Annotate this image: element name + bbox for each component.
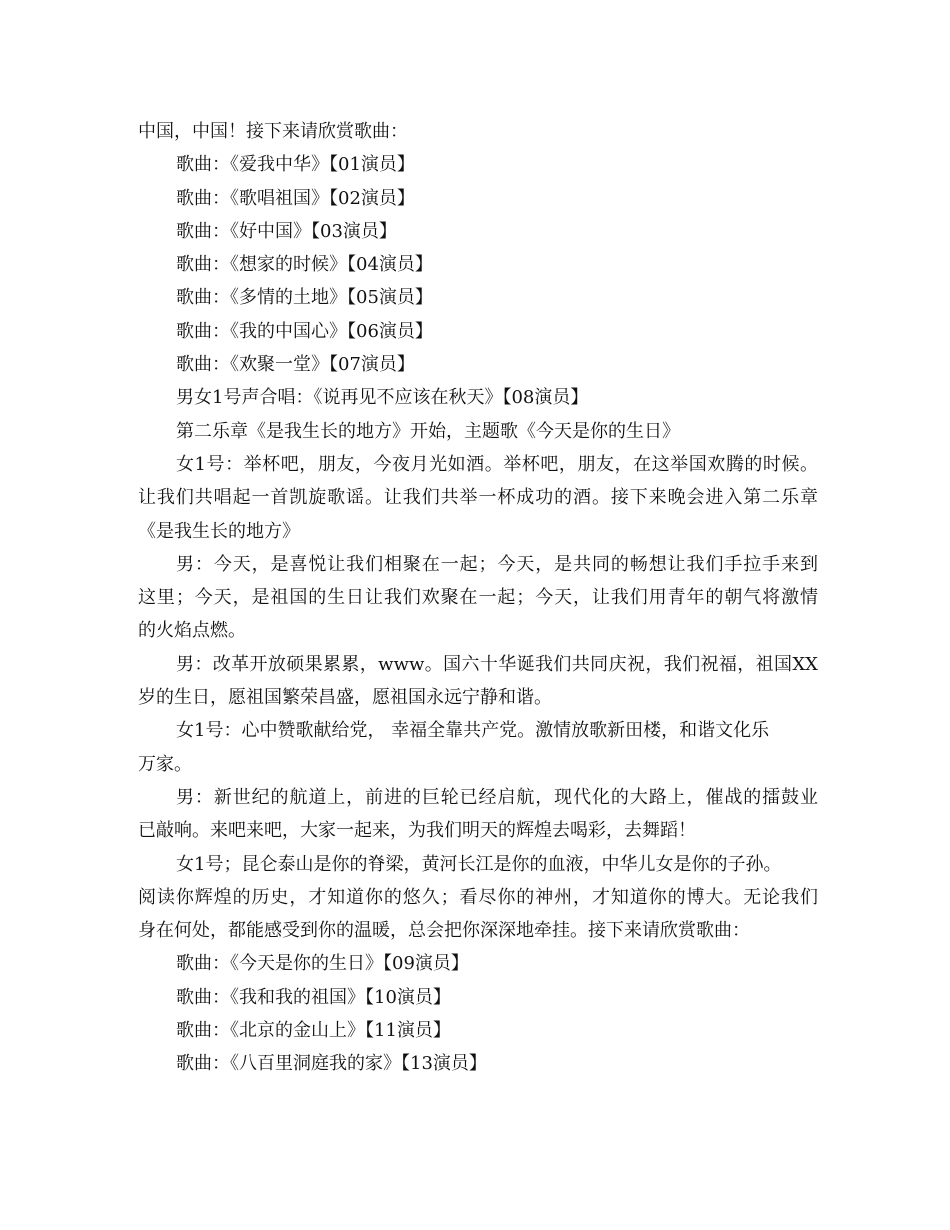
paragraph-line: 《是我生长的地方》 [138, 520, 300, 542]
paragraph-line: 阅读你辉煌的历史，才知道你的悠久；看尽你的神州，才知道你的博大。无论我们 [138, 886, 818, 908]
paragraph-line: 男：新世纪的航道上，前进的巨轮已经启航，现代化的大路上，催战的擂鼓业 [176, 786, 818, 808]
paragraph-line: 让我们共唱起一首凯旋歌谣。让我们共举一杯成功的酒。接下来晚会进入第二乐章 [138, 487, 818, 509]
document-body [138, 115, 818, 1081]
song-item: 歌曲：《北京的金山上》【11演员】 [176, 1020, 451, 1042]
song-item: 歌曲：《好中国》【03演员】 [176, 220, 397, 242]
song-item: 歌曲：《今天是你的生日》【09演员】 [176, 953, 469, 975]
paragraph-line: 这里；今天，是祖国的生日让我们欢聚在一起；今天，让我们用青年的朝气将激情 [138, 587, 818, 609]
song-item: 歌曲：《欢聚一堂》【07演员】 [176, 354, 415, 376]
text-line: 中国，中国！接下来请欣赏歌曲： [138, 121, 408, 142]
paragraph-line: 男：改革开放硕果累累，www。国六十华诞我们共同庆祝，我们祝福，祖国XX [176, 653, 818, 675]
song-item: 歌曲：《我和我的祖国》【10演员】 [176, 986, 451, 1008]
paragraph-line: 已敲响。来吧来吧，大家一起来，为我们明天的辉煌去喝彩，去舞蹈！ [138, 820, 696, 842]
paragraph-line: 女1号：举杯吧，朋友，今夜月光如酒。举杯吧，朋友，在这举国欢腾的时候。 [176, 453, 818, 475]
song-item: 歌曲：《我的中国心》【06演员】 [176, 320, 433, 342]
section-heading: 第二乐章《是我生长的地方》开始，主题歌《今天是你的生日》 [176, 420, 680, 442]
song-item: 歌曲：《多情的土地》【05演员】 [176, 287, 433, 309]
paragraph-line: 身在何处，都能感受到你的温暖，总会把你深深地牵挂。接下来请欣赏歌曲： [138, 920, 750, 942]
paragraph-line: 的火焰点燃。 [138, 620, 246, 642]
paragraph-line: 女1号；昆仑泰山是你的脊梁，黄河长江是你的血液，中华儿女是你的子孙。 [176, 853, 782, 875]
paragraph-line: 岁的生日，愿祖国繁荣昌盛，愿祖国永远宁静和谐。 [138, 687, 552, 709]
paragraph-line: 女1号：心中赞歌献给党， 幸福全靠共产党。激情放歌新田楼，和谐文化乐 [176, 720, 770, 742]
song-item: 歌曲：《爱我中华》【01演员】 [176, 154, 415, 176]
song-item: 歌曲：《歌唱祖国》【02演员】 [176, 187, 415, 209]
song-item: 歌曲：《想家的时候》【04演员】 [176, 254, 433, 276]
song-item: 男女1号声合唱：《说再见不应该在秋天》【08演员】 [176, 387, 589, 409]
song-item: 歌曲：《八百里洞庭我的家》【13演员】 [176, 1053, 487, 1075]
paragraph-line: 万家。 [138, 753, 192, 775]
paragraph-line: 男：今天，是喜悦让我们相聚在一起；今天，是共同的畅想让我们手拉手来到 [176, 553, 818, 575]
